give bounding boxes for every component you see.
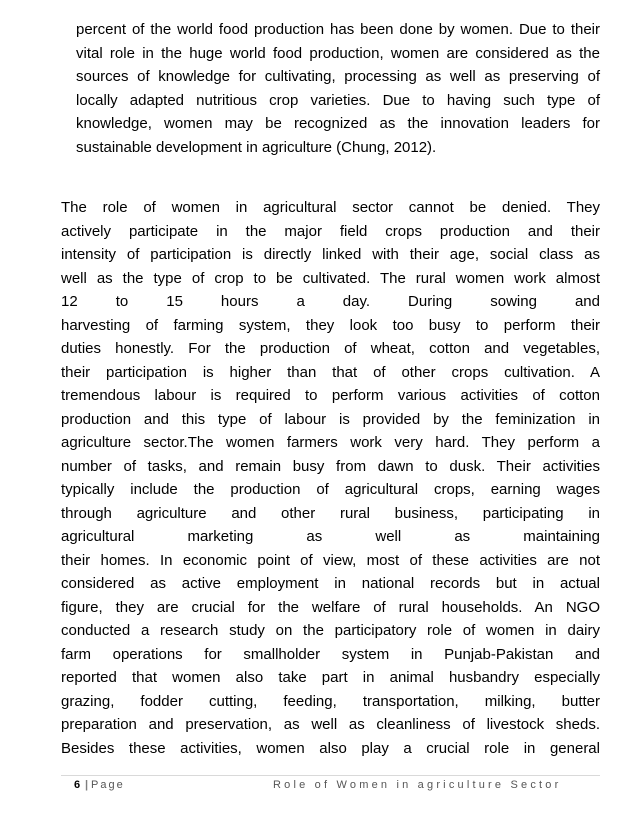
text-line: agricultural marketing as well as maintaining <box>61 528 600 545</box>
text-line: sources of knowledge for cultivating, processing as well as preserving of <box>76 68 600 85</box>
text-line: agriculture sector.The women farmers work very hard. They perform a <box>61 434 600 451</box>
text-line: harvesting of farming system, they look too busy to perform their <box>61 316 600 334</box>
text-line: farm operations for smallholder system in Punjab-Pakistan and <box>61 645 600 663</box>
running-title: Role of Women in agriculture Sector <box>273 779 562 791</box>
indented-paragraph <box>76 18 600 159</box>
main-paragraph <box>61 196 600 760</box>
text-line: locally adapted nutritious crop varieties. Due to having such type of <box>76 91 600 109</box>
text-line: Besides these activities, women also play a crucial role in general <box>61 739 600 757</box>
page-label: Page <box>91 779 125 791</box>
text-line: tremendous labour is required to perform various activities of cotton <box>61 387 600 404</box>
text-line: number of tasks, and remain busy from dawn to dusk. Their activities <box>61 457 600 475</box>
text-line: sustainable development in agriculture (Chung, 2012). <box>76 138 437 156</box>
text-line: knowledge, women may be recognized as the innovation leaders for <box>76 115 600 132</box>
text-line: through agriculture and other rural business, participating in <box>61 504 600 522</box>
text-line: preparation and preservation, as well as cleanliness of livestock sheds. <box>61 716 600 733</box>
text-line: their participation is higher than that of other crops cultivation. A <box>61 363 600 381</box>
text-line: 12 to 15 hours a day. During sowing and <box>61 293 600 310</box>
text-line: well as the type of crop to be cultivated. The rural women work almost <box>61 269 600 287</box>
text-line: production and this type of labour is provided by the feminization in <box>61 410 600 428</box>
text-line: typically include the production of agricultural crops, earning wages <box>61 481 600 498</box>
text-line: reported that women also take part in animal husbandry especially <box>61 669 600 686</box>
text-line: The role of women in agricultural sector cannot be denied. They <box>61 199 600 216</box>
text-line: grazing, fodder cutting, feeding, transportation, milking, butter <box>61 692 600 710</box>
text-line: considered as active employment in national records but in actual <box>61 575 600 592</box>
text-line: duties honestly. For the production of wheat, cotton and vegetables, <box>61 340 600 357</box>
text-line: intensity of participation is directly linked with their age, social class as <box>61 246 600 263</box>
page-number: 6 <box>74 779 81 791</box>
text-line: vital role in the huge world food production, women are considered as the <box>76 44 600 62</box>
text-line: percent of the world food production has been done by women. Due to their <box>76 21 600 38</box>
text-line: conducted a research study on the participatory role of women in dairy <box>61 622 600 639</box>
text-line: actively participate in the major field crops production and their <box>61 222 600 240</box>
text-line: figure, they are crucial for the welfare of rural households. An NGO <box>61 598 600 616</box>
footer-divider <box>61 775 600 776</box>
footer-separator: | <box>85 779 89 791</box>
text-line: their homes. In economic point of view, most of these activities are not <box>61 551 600 569</box>
